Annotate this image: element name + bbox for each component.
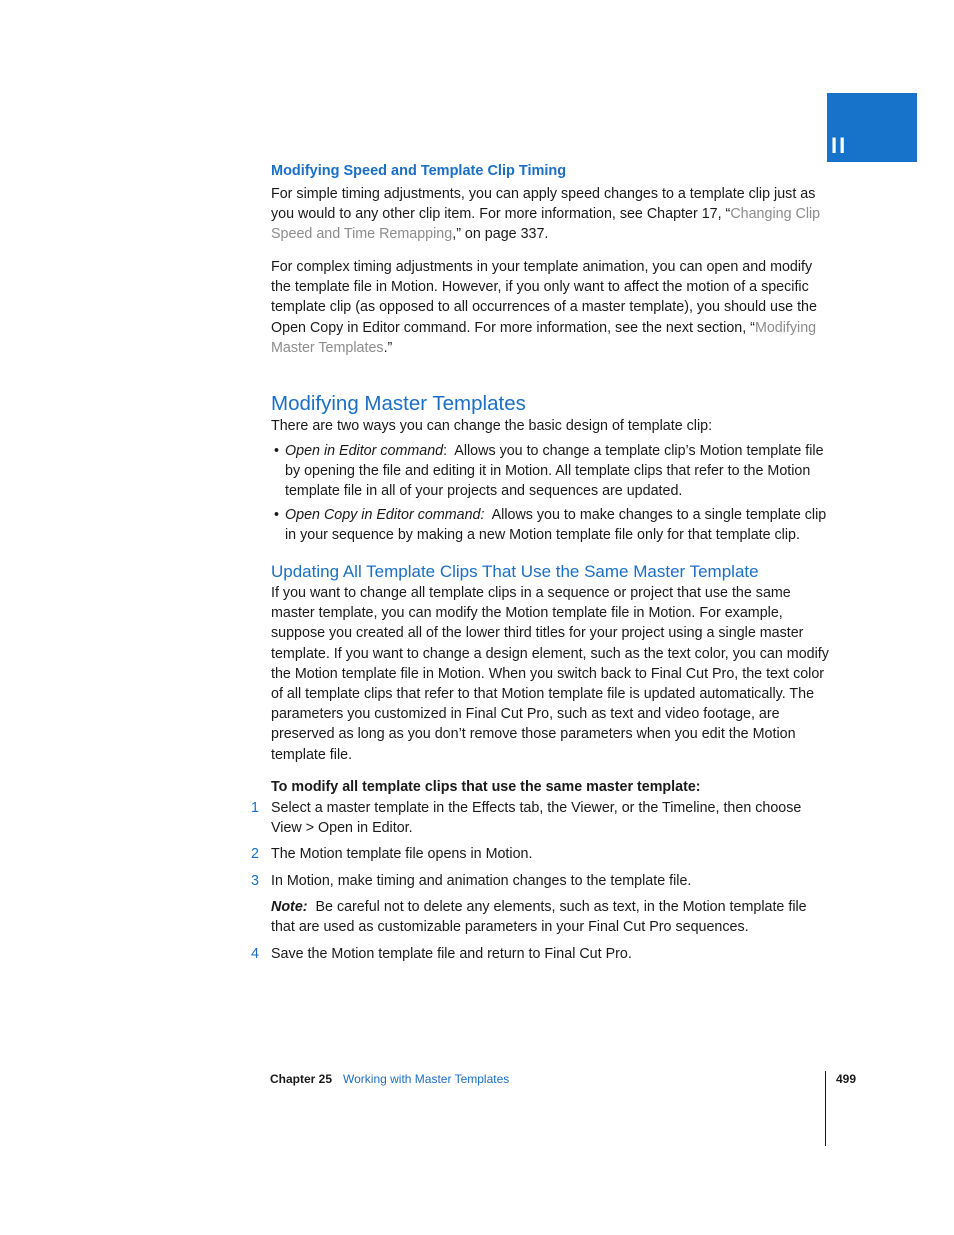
- list-item-term: Open in Editor command: [285, 443, 444, 459]
- list-item-text: [285, 505, 831, 545]
- list-item-body: Allows you to make changes to a single template clip in your sequence by making a new Motion template file only for that template clip.: [285, 507, 827, 544]
- list-item: [271, 441, 831, 503]
- part-tab: [827, 93, 917, 162]
- paragraph-complex-timing: [271, 257, 831, 358]
- step-text: Save the Motion template file and return to Final Cut Pro.: [271, 946, 632, 962]
- paragraph-speed: [271, 184, 831, 245]
- procedure-title: To modify all template clips that use the same master template:: [271, 779, 701, 795]
- step-number: 2: [251, 846, 259, 862]
- section-heading-speed: Modifying Speed and Template Clip Timing: [271, 163, 567, 179]
- bullet-icon: •: [274, 443, 280, 459]
- page-title: Modifying Master Templates: [271, 392, 526, 415]
- footer-chapter: Chapter 25: [270, 1072, 333, 1086]
- list-item-body: Allows you to change a template clip’s Motion template file by opening the file and editing it in Motion. All template clips that refer to the Motion template file in all of your projects and sequences are updated.: [285, 443, 824, 500]
- footer-divider: [825, 1071, 826, 1146]
- note-text: Be careful not to delete any elements, such as text, in the Motion template file that are used as customizable parameters in your Final Cut Pro sequences.: [271, 899, 807, 936]
- step-number: 1: [251, 800, 259, 816]
- footer-chapter-title[interactable]: Working with Master Templates: [343, 1072, 510, 1086]
- paragraph-text: ,” on page 337.: [452, 226, 549, 243]
- note-label: Note:: [271, 899, 308, 915]
- list-item-separator: :: [443, 443, 455, 459]
- step-number: 4: [251, 946, 259, 962]
- list-item-term: Open Copy in Editor command:: [285, 507, 485, 523]
- step-text: The Motion template file opens in Motion.: [271, 846, 533, 862]
- list-item: [271, 505, 831, 547]
- step-text: Select a master template in the Effects tab, the Viewer, or the Timeline, then choose View > Open in Editor.: [271, 800, 802, 837]
- note: [271, 897, 831, 937]
- paragraph-updating: If you want to change all template clips in a sequence or project that use the same master template, you can modify the Motion template file in Motion. For example, suppose you created all of the lower third titles for your project using a single master template. If you want to change a design element, such as the text color, you can modify the Motion template file in Motion. When you switch back to Final Cut Pro, the text color of all template clips that refer to that Motion template file is updated automatically. The parameters you customized in Final Cut Pro, such as text and video footage, are preserved as long as you don’t remove those parameters when you edit the Motion template file.: [271, 585, 829, 763]
- step-number: 3: [251, 873, 259, 889]
- list-item-text: [285, 441, 831, 502]
- bullet-icon: •: [274, 507, 280, 523]
- paragraph-text: For simple timing adjustments, you can apply speed changes to a template clip just as you would to any other clip item. For more information, see Chapter 17, “: [271, 186, 816, 223]
- page-number: 499: [836, 1072, 857, 1086]
- paragraph-text: .”: [383, 339, 393, 356]
- paragraph-text: For complex timing adjustments in your template animation, you can open and modify the template file in Motion. However, if you only want to affect the motion of a specific template clip (as opposed to all occurrences of a master template), you should use the Open Copy in Editor command. For more information, see the next section, “: [271, 259, 817, 336]
- list-item-separator: [484, 507, 491, 523]
- link-changing-clip-speed[interactable]: Changing Clip Speed and Time Remapping: [271, 206, 821, 243]
- link-modifying-master-templates[interactable]: Modifying Master Templates: [271, 319, 817, 356]
- intro-paragraph: There are two ways you can change the basic design of template clip:: [271, 418, 713, 434]
- step-text: In Motion, make timing and animation changes to the template file.: [271, 873, 692, 889]
- part-tab-label: II: [831, 133, 848, 158]
- section-heading-updating: Updating All Template Clips That Use the Same Master Template: [271, 562, 759, 581]
